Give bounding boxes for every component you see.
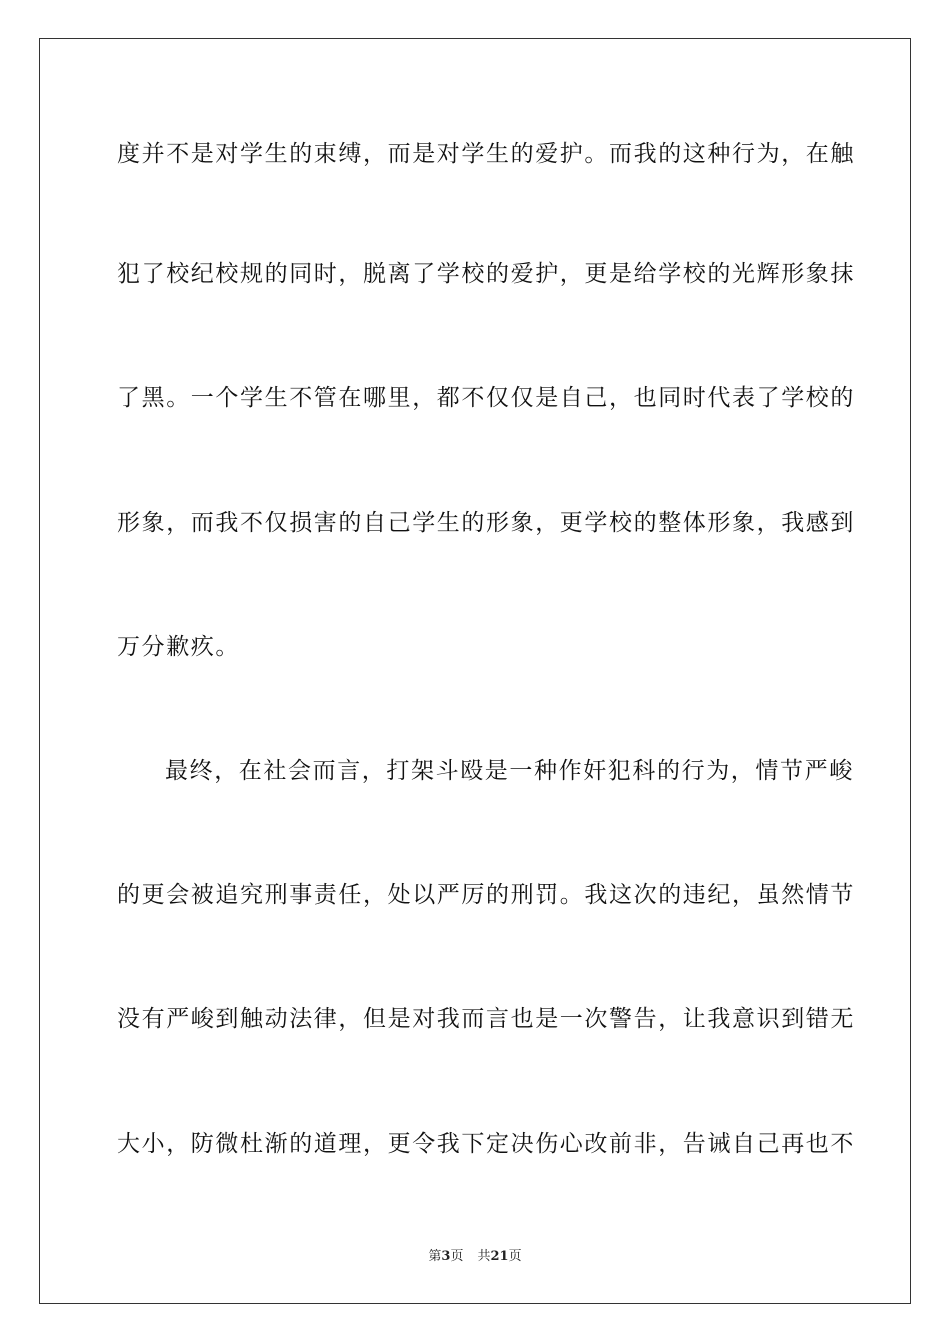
page-border xyxy=(39,38,911,1304)
total-pages-suffix: 页 xyxy=(508,1249,522,1264)
body-text-line: 的更会被追究刑事责任，处以严厉的刑罚。我这次的违纪，虽然情节 xyxy=(117,882,855,908)
body-text-line: 度并不是对学生的束缚，而是对学生的爱护。而我的这种行为，在触 xyxy=(117,141,855,167)
body-text-line: 犯了校纪校规的同时，脱离了学校的爱护，更是给学校的光辉形象抹 xyxy=(117,261,855,287)
body-text-line: 了黑。一个学生不管在哪里，都不仅仅是自己，也同时代表了学校的 xyxy=(117,385,855,411)
total-pages: 21 xyxy=(490,1249,509,1264)
page-footer xyxy=(0,1248,950,1266)
body-text-line: 大小，防微杜渐的道理，更令我下定决伤心改前非，告诫自己再也不 xyxy=(117,1131,855,1157)
body-text-line: 形象，而我不仅损害的自己学生的形象，更学校的整体形象，我感到 xyxy=(117,510,855,536)
body-text-line: 没有严峻到触动法律，但是对我而言也是一次警告，让我意识到错无 xyxy=(117,1006,855,1032)
total-pages-prefix: 共 xyxy=(477,1249,491,1264)
page-number-prefix: 第 xyxy=(428,1249,442,1264)
page-number-suffix: 页 xyxy=(450,1249,464,1264)
body-text-line: 万分歉疚。 xyxy=(117,634,240,660)
page-number: 3 xyxy=(441,1249,451,1264)
paragraph-first-line: 最终，在社会而言，打架斗殴是一种作奸犯科的行为，情节严峻 xyxy=(165,758,854,784)
